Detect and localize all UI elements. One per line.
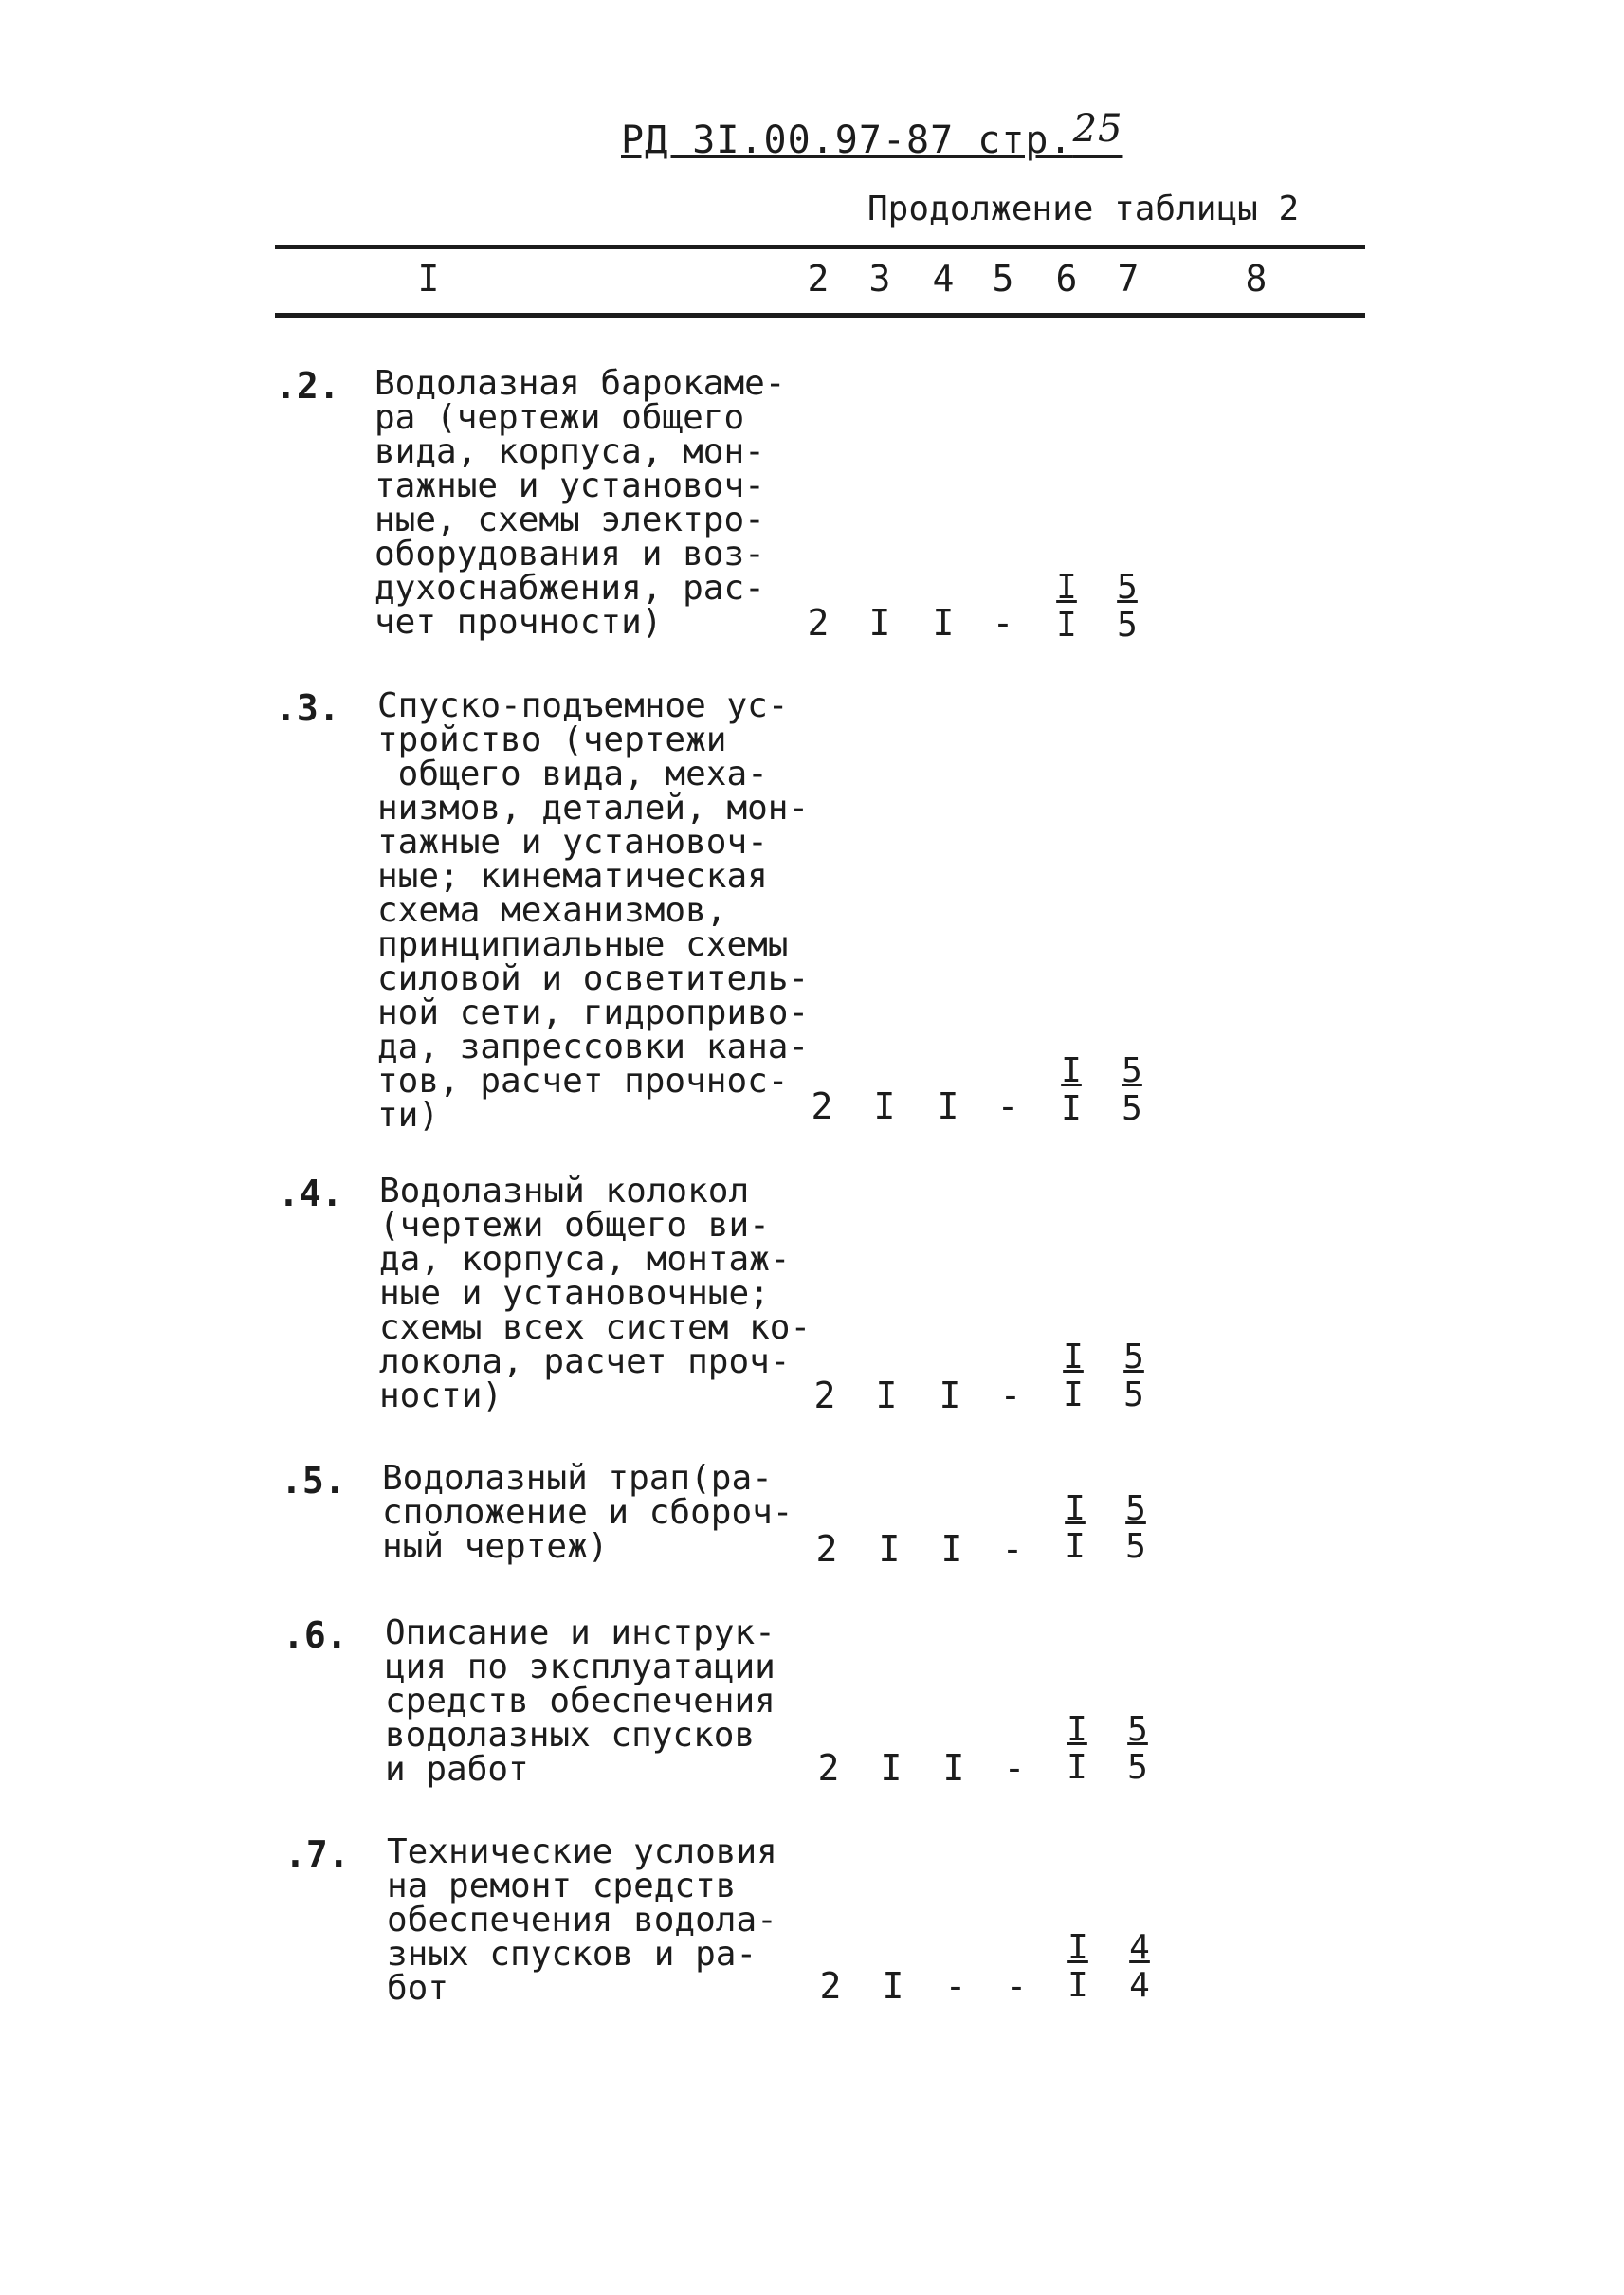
cell-col7-fraction	[1113, 1339, 1155, 1414]
cell-col7-fraction	[1106, 569, 1148, 645]
cell-col6-fraction	[1057, 1929, 1099, 2005]
row-description: Спуско-подъемное ус- тройство (чертежи общего вида, меха- низмов, деталей, мон- тажные и установоч- ные; кинематическая схема механизмов, принципиальные схемы силовой и осветитель- ной сети, гидроприво- да, запрессовки кана- тов, расчет прочнос- ти)	[377, 686, 810, 1135]
fraction-numerator: I	[1063, 1338, 1084, 1376]
cell-col6-fraction	[1050, 1052, 1092, 1128]
fraction-denominator: 5	[1122, 1089, 1142, 1128]
cell-col7-fraction	[1115, 1490, 1157, 1566]
row-description: Описание и инструк- ция по эксплуатации средств обеспечения водолазных спусков и работ	[385, 1613, 776, 1789]
cell-col7-fraction	[1117, 1711, 1159, 1787]
cell-col2: 2	[807, 602, 830, 644]
cell-col3: I	[875, 1375, 898, 1416]
row-number: .2.	[275, 365, 340, 407]
cell-col6-fraction	[1054, 1490, 1096, 1566]
fraction-numerator: I	[1067, 1928, 1088, 1967]
fraction-denominator: I	[1061, 1089, 1082, 1128]
cell-col4: I	[940, 1528, 963, 1570]
cell-col5: -	[1005, 1965, 1028, 2007]
fraction-numerator: 5	[1122, 1051, 1142, 1090]
fraction-denominator: I	[1065, 1527, 1086, 1566]
cell-col5: -	[992, 602, 1014, 644]
fraction-numerator: 4	[1129, 1928, 1150, 1967]
row-number: .6.	[283, 1614, 348, 1656]
cell-col6-fraction	[1052, 1339, 1094, 1414]
header-bottom-rule	[275, 313, 1365, 318]
fraction-numerator: 5	[1117, 568, 1138, 607]
cell-col2: 2	[819, 1965, 842, 2007]
cell-col3: I	[878, 1528, 901, 1570]
row-number: .4.	[278, 1173, 343, 1214]
cell-col4: I	[932, 602, 955, 644]
row-number: .5.	[281, 1460, 346, 1502]
fraction-denominator: I	[1056, 606, 1077, 645]
col-header-8: 8	[1245, 258, 1268, 300]
row-description: Водолазный колокол (чертежи общего ви- да, корпуса, монтаж- ные и установочные; схемы всех систем ко- локола, расчет проч- ности)	[379, 1172, 812, 1415]
fraction-denominator: 5	[1117, 606, 1138, 645]
row-number: .7.	[284, 1833, 350, 1875]
col-header-5: 5	[992, 258, 1014, 300]
fraction-numerator: I	[1065, 1489, 1086, 1528]
cell-col4: I	[937, 1085, 959, 1127]
fraction-numerator: I	[1056, 568, 1077, 607]
row-description: Водолазный трап(ра- сположение и сбороч- ный чертеж)	[382, 1459, 794, 1566]
fraction-denominator: 5	[1125, 1527, 1146, 1566]
col-header-7: 7	[1117, 258, 1140, 300]
table-continuation-label: Продолжение таблицы 2	[867, 190, 1300, 228]
cell-col6-fraction	[1056, 1711, 1098, 1787]
col-header-2: 2	[807, 258, 830, 300]
document-code-text: РД 3I.00.97-87 стр.	[621, 118, 1073, 162]
col-header-6: 6	[1055, 258, 1078, 300]
page-number: 25	[1072, 107, 1123, 151]
fraction-numerator: I	[1067, 1710, 1087, 1749]
cell-col2: 2	[813, 1375, 836, 1416]
row-description: Технические условия на ремонт средств обеспечения водола- зных спусков и ра- бот	[387, 1832, 777, 2008]
fraction-denominator: 4	[1129, 1966, 1150, 2005]
document-code	[621, 107, 1123, 162]
cell-col7-fraction	[1111, 1052, 1153, 1128]
cell-col5: -	[996, 1085, 1019, 1127]
cell-col4: I	[942, 1747, 965, 1789]
fraction-denominator: I	[1063, 1375, 1084, 1414]
cell-col2: 2	[811, 1085, 833, 1127]
cell-col4: I	[939, 1375, 961, 1416]
col-header-1: I	[417, 258, 440, 300]
col-header-4: 4	[932, 258, 955, 300]
cell-col2: 2	[815, 1528, 838, 1570]
cell-col3: I	[882, 1965, 904, 2007]
fraction-numerator: 5	[1123, 1338, 1144, 1376]
fraction-denominator: I	[1067, 1966, 1088, 2005]
header-top-rule	[275, 245, 1365, 249]
cell-col7-fraction	[1119, 1929, 1160, 2005]
col-header-3: 3	[868, 258, 891, 300]
cell-col3: I	[880, 1747, 903, 1789]
cell-col3: I	[868, 602, 891, 644]
fraction-numerator: I	[1061, 1051, 1082, 1090]
fraction-denominator: 5	[1127, 1748, 1148, 1787]
cell-col6-fraction	[1046, 569, 1087, 645]
fraction-numerator: 5	[1125, 1489, 1146, 1528]
cell-col3: I	[873, 1085, 896, 1127]
fraction-numerator: 5	[1127, 1710, 1148, 1749]
cell-col2: 2	[817, 1747, 840, 1789]
cell-col5: -	[1001, 1528, 1024, 1570]
row-number: .3.	[275, 687, 340, 729]
fraction-denominator: I	[1067, 1748, 1087, 1787]
cell-col4: -	[944, 1965, 967, 2007]
cell-col5: -	[999, 1375, 1022, 1416]
cell-col5: -	[1003, 1747, 1026, 1789]
fraction-denominator: 5	[1123, 1375, 1144, 1414]
row-description: Водолазная барокаме- ра (чертежи общего вида, корпуса, мон- тажные и установоч- ные, схемы электро- оборудования и воз- духоснабжения, рас- чет прочности)	[374, 364, 786, 642]
